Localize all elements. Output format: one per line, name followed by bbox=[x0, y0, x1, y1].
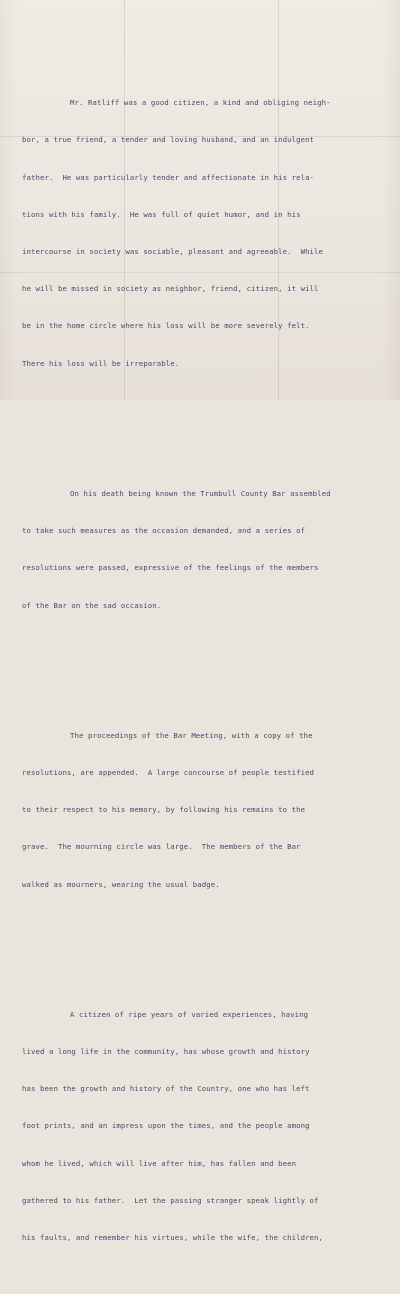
paragraph-2 bbox=[22, 463, 382, 637]
text-line: foot prints, and an impress upon the times, and the people among bbox=[22, 1121, 310, 1131]
text-line: intercourse in society was sociable, pleasant and agreeable. While bbox=[22, 247, 324, 257]
text-line: his faults, and remember his virtues, while the wife, the children, bbox=[22, 1233, 324, 1242]
text-line: be in the home circle where his loss will be more severely felt. bbox=[22, 321, 310, 331]
paragraph-4 bbox=[22, 984, 382, 1269]
text-line: On his death being known the Trumbull County Bar assembled bbox=[70, 488, 331, 498]
text-line: of the Bar on the sad occasion. bbox=[22, 600, 162, 610]
paragraph-1 bbox=[22, 72, 382, 394]
text-line: A citizen of ripe years of varied experiences, having bbox=[70, 1009, 309, 1019]
text-line: resolutions were passed, expressive of the feelings of the members bbox=[22, 563, 319, 573]
text-line: to their respect to his memory, by following his remains to the bbox=[22, 805, 306, 815]
text-line: The proceedings of the Bar Meeting, with a copy of the bbox=[70, 730, 313, 740]
text-line: grave. The mourning circle was large. The members of the Bar bbox=[22, 842, 301, 852]
text-line: bor, a true friend, a tender and loving husband, and an indulgent bbox=[22, 135, 315, 145]
text-line: walked as mourners, wearing the usual badge. bbox=[22, 879, 220, 889]
text-line: lived a long life in the community, has whose growth and history bbox=[22, 1046, 310, 1056]
text-line: whom he lived, which will live after him, has fallen and been bbox=[22, 1158, 297, 1168]
text-line: gathered to his father. Let the passing stranger speak lightly of bbox=[22, 1195, 319, 1205]
text-line: tions with his family. He was full of quiet humor, and in his bbox=[22, 209, 301, 219]
text-line: resolutions, are appended. A large concourse of people testified bbox=[22, 767, 315, 777]
text-line: he will be missed in society as neighbor, friend, citizen, it will bbox=[22, 284, 319, 294]
text-line: Mr. Ratliff was a good citizen, a kind and obliging neigh- bbox=[70, 98, 331, 108]
paragraph-gap bbox=[22, 420, 382, 426]
text-line: father. He was particularly tender and affectionate in his rela- bbox=[22, 172, 315, 182]
text-line: There his loss will be irreparable. bbox=[22, 358, 180, 368]
typewritten-body bbox=[22, 0, 382, 1294]
paragraph-3 bbox=[22, 705, 382, 916]
text-line: to take such measures as the occasion demanded, and a series of bbox=[22, 526, 306, 536]
paragraph-gap bbox=[22, 941, 382, 947]
paragraph-gap bbox=[22, 662, 382, 668]
text-line: has been the growth and history of the Country, one who has left bbox=[22, 1084, 310, 1094]
text-line bbox=[22, 23, 382, 35]
